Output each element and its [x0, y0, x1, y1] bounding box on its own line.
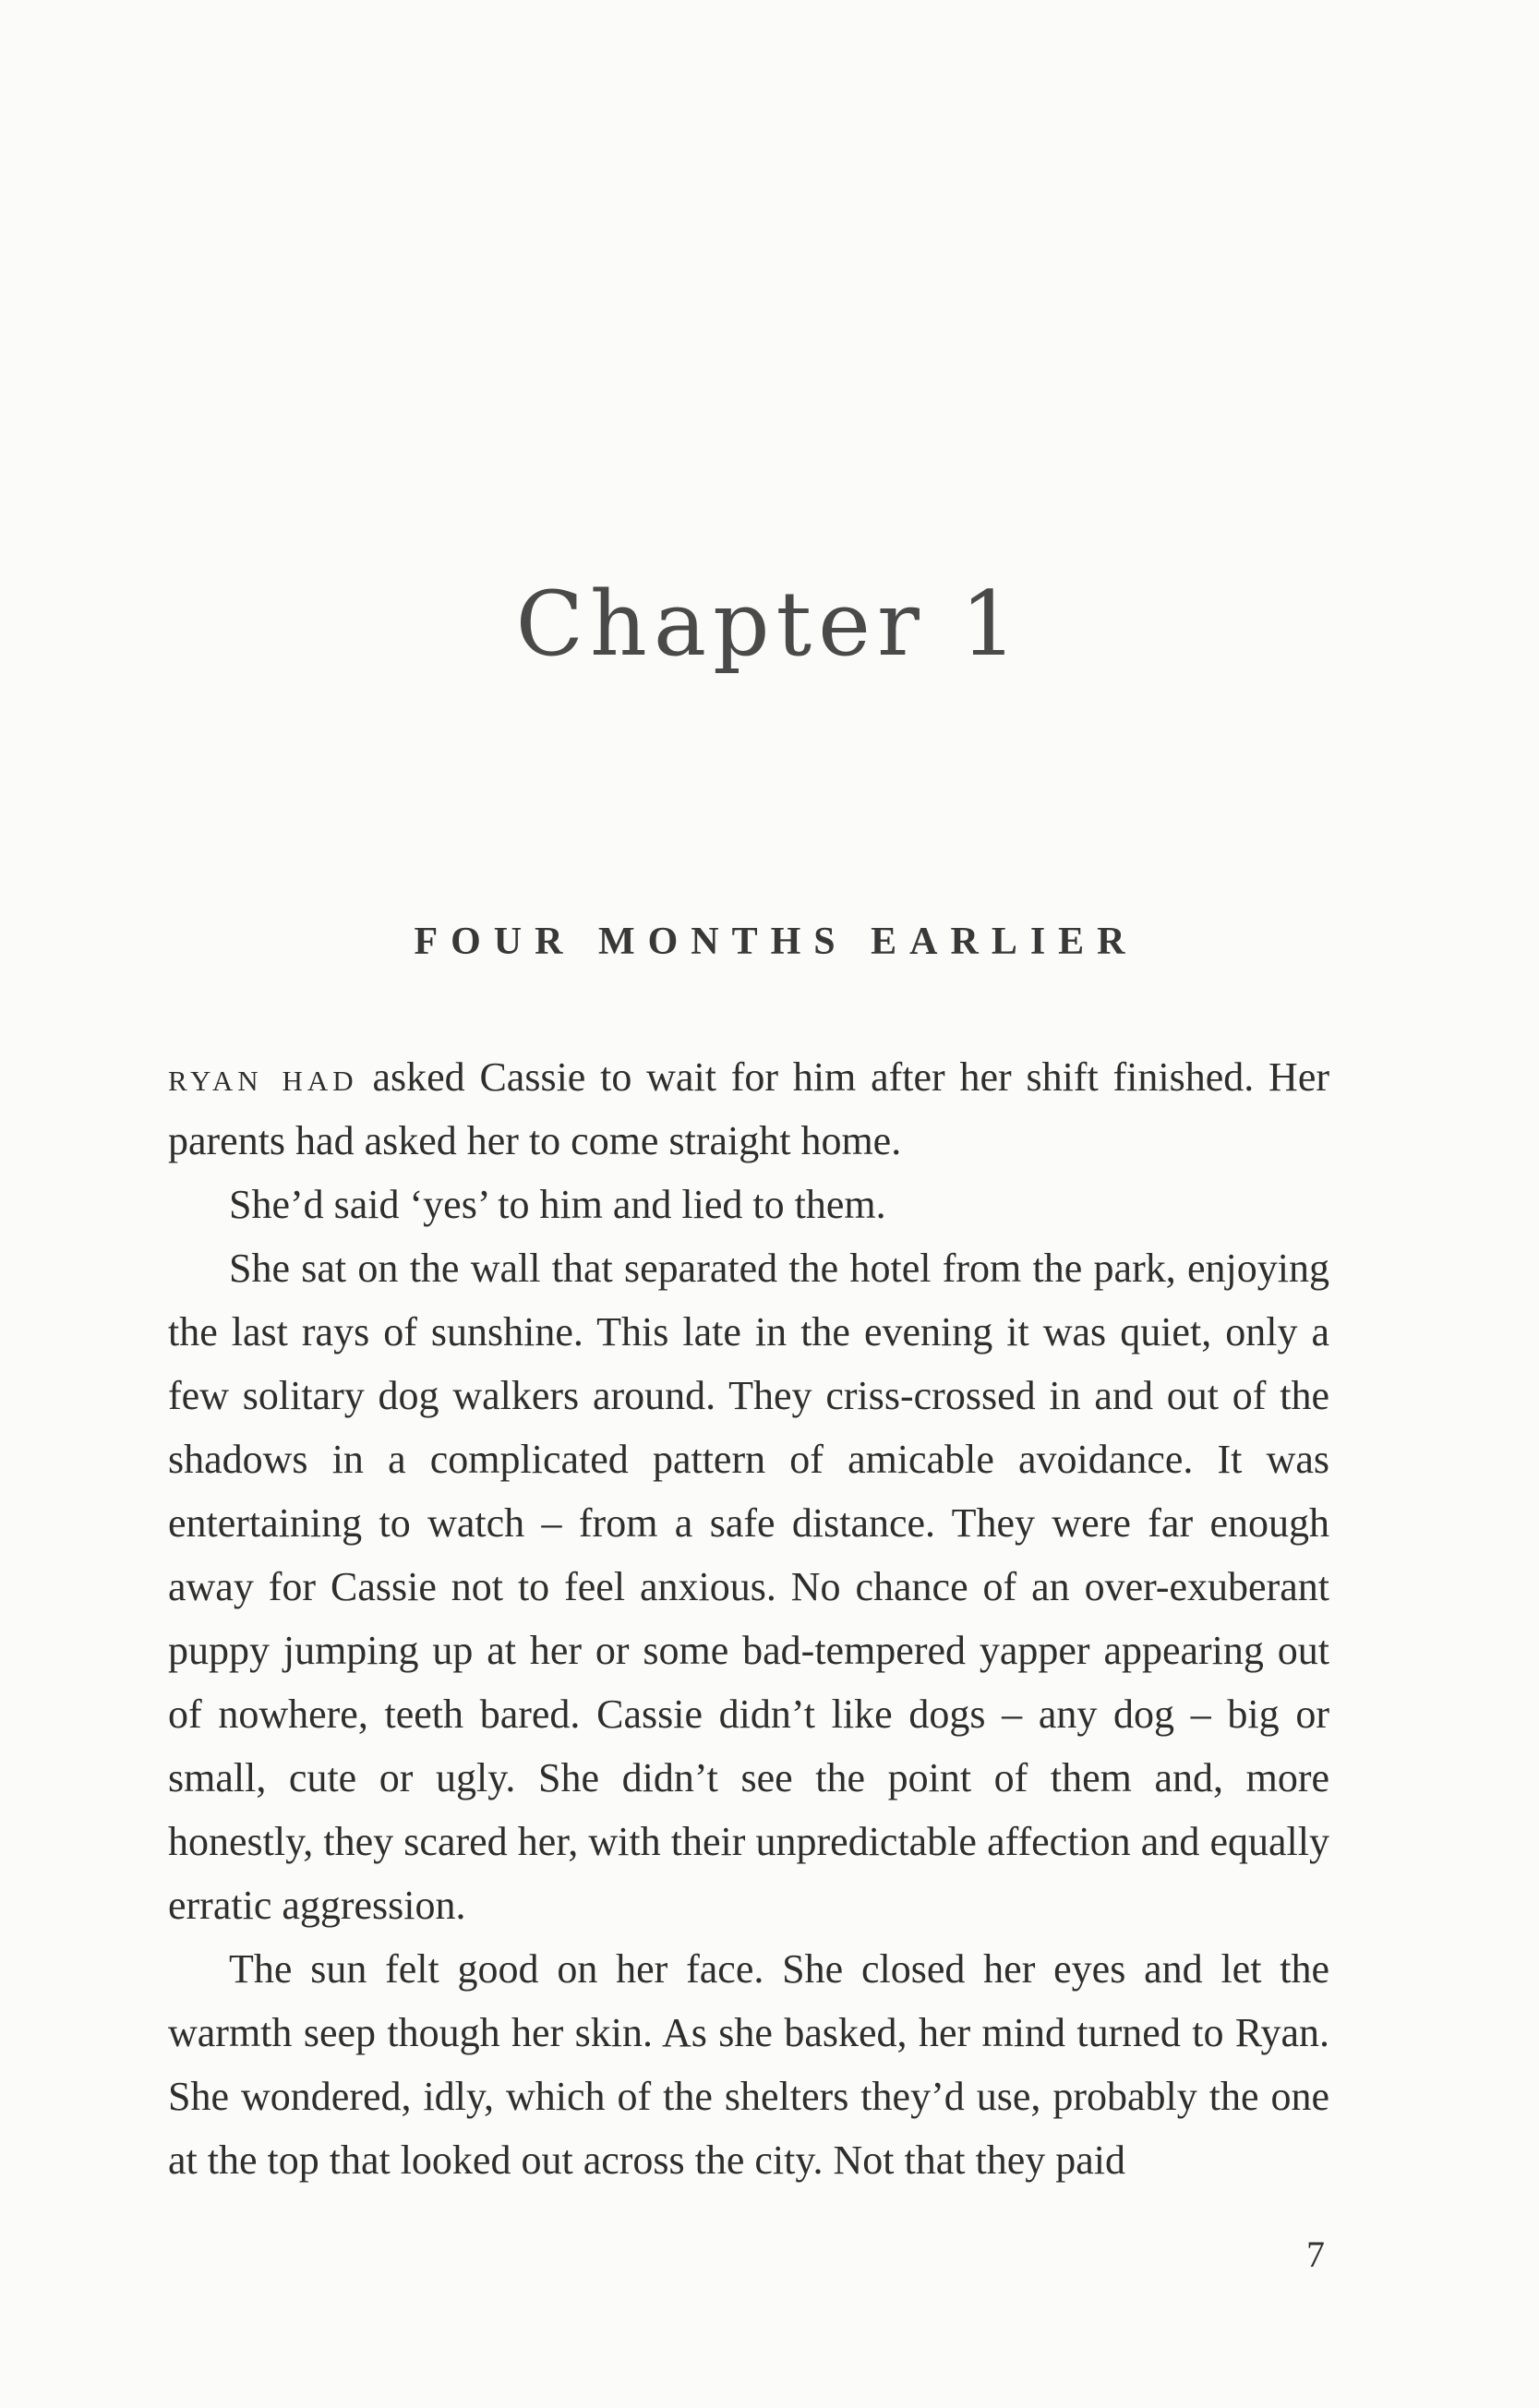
- chapter-title: Chapter 1: [515, 572, 1024, 676]
- section-heading: FOUR MONTHS EARLIER: [414, 921, 1138, 963]
- page-number: 7: [1306, 2233, 1325, 2275]
- paragraph-2: She’d said ‘yes’ to him and lied to them.: [229, 1182, 886, 1227]
- paragraph-4: The sun felt good on her face. She closed her eyes and let the warmth seep though her skin. As she basked, her mind turned to Ryan. She wondered, idly, which of the shelters they’d use, probably the one at the top that looked out across the city. Not that they paid: [168, 1946, 1329, 2183]
- paragraph-3: She sat on the wall that separated the hotel from the park, enjoying the last rays of sunshine. This late in the evening it was quiet, only a few solitary dog walkers around. They criss-crossed in and out of the shadows in a complicated pattern of amicable avoidance. It was entertaining to watch – from a safe distance. They were far enough away for Cassie not to feel anxious. No chance of an over-exuberant puppy jumping up at her or some bad-tempered yapper appearing out of nowhere, teeth bared. Cassie didn’t like dogs – any dog – big or small, cute or ugly. She didn’t see the point of them and, more honestly, they scared her, with their unpredictable affection and equally erratic aggression.: [168, 1246, 1329, 1928]
- opening-small-caps: ryan had: [168, 1054, 358, 1100]
- paragraph-1-text: asked Cassie to wait for him after her shift finished. Her parents had asked her to come straight home.: [168, 1054, 1330, 1163]
- body-text: [168, 1045, 1329, 2192]
- paragraph-1: [168, 1045, 1329, 1173]
